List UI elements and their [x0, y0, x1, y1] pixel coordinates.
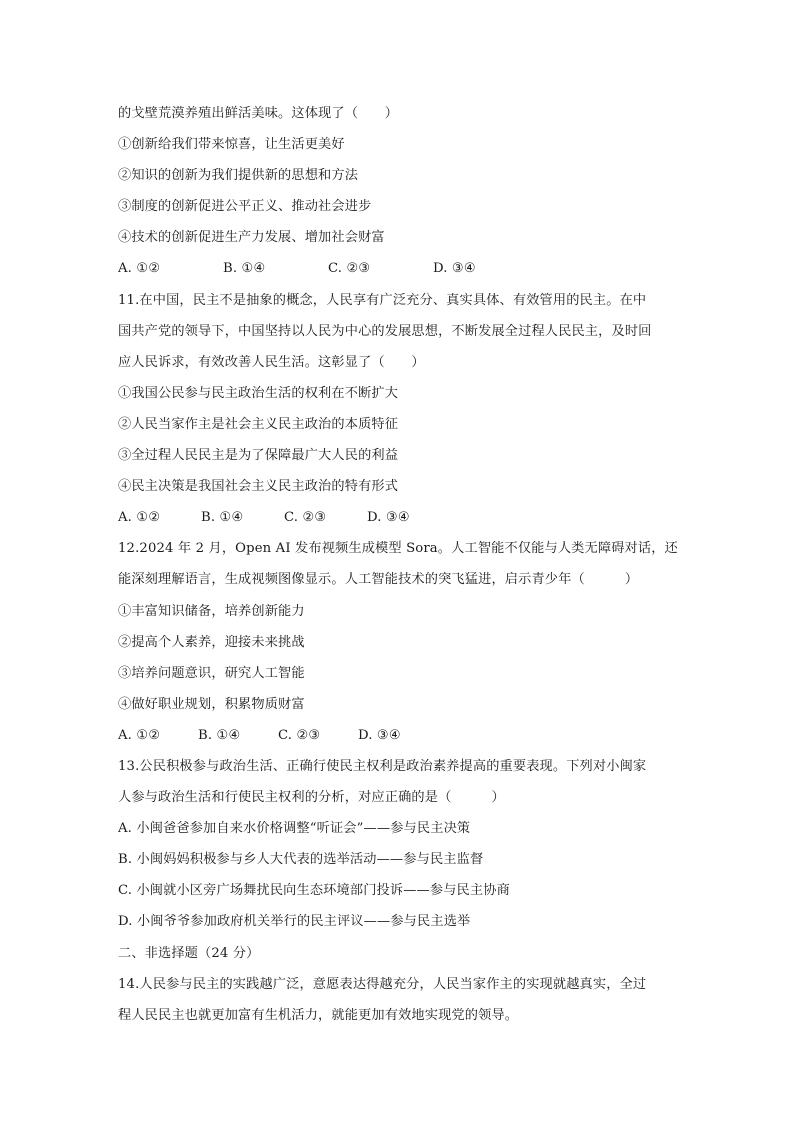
question-12-stem-line-2: 能深刻理解语言，生成视频图像显示。人工智能技术的突飞猛进，启示青少年（ ）: [118, 572, 639, 588]
question-12-option-1: ①丰富知识储备，培养创新能力: [118, 603, 305, 619]
question-11: [118, 285, 688, 534]
exam-page: [118, 98, 688, 1031]
question-10-choice-b: B. ①④: [223, 261, 266, 277]
question-12-choices: [118, 720, 688, 751]
question-10-choice-c: C. ②③: [328, 261, 371, 277]
question-12-choice-d: D. ③④: [358, 727, 401, 743]
question-10: [118, 98, 688, 285]
question-12-option-4: ④做好职业规划，积累物质财富: [118, 696, 305, 712]
question-11-option-2: ②人民当家作主是社会主义民主政治的本质特征: [118, 416, 399, 432]
question-11-choice-b: B. ①④: [201, 510, 244, 526]
question-10-option-2: ②知识的创新为我们提供新的思想和方法: [118, 168, 359, 184]
question-14: [118, 969, 688, 1031]
question-12-choice-b: B. ①④: [198, 727, 241, 743]
question-14-stem-line-2: 程人民民主也就更加富有生机活力，就能更加有效地实现党的领导。: [118, 1007, 519, 1023]
question-11-choice-d: D. ③④: [367, 510, 410, 526]
question-11-stem-line-3: 应人民诉求，有效改善人民生活。这彰显了（ ）: [118, 354, 425, 370]
question-11-stem-line-2: 国共产党的领导下，中国坚持以人民为中心的发展思想，不断发展全过程人民民主，及时回: [118, 323, 652, 339]
question-10-stem-tail: 的戈壁荒漠养殖出鲜活美味。这体现了（ ）: [118, 106, 399, 121]
question-12: [118, 533, 688, 751]
question-13-option-b: B. 小闽妈妈积极参与乡人大代表的选举活动——参与民主监督: [118, 852, 484, 868]
question-10-choice-a: A. ①②: [118, 261, 161, 277]
question-13-stem-line-2: 人参与政治生活和行使民主权利的分析，对应正确的是（ ）: [118, 790, 505, 806]
question-11-stem-line-1: 11.在中国，民主不是抽象的概念，人民享有广泛充分、真实具体、有效管用的民主。在中: [118, 292, 647, 308]
question-10-choices: [118, 253, 688, 284]
question-12-choice-a: A. ①②: [118, 727, 161, 743]
question-13-option-a: A. 小闽爸爸参加自来水价格调整“听证会”——参与民主决策: [118, 821, 471, 837]
question-11-option-4: ④民主决策是我国社会主义民主政治的特有形式: [118, 479, 399, 495]
question-10-option-4: ④技术的创新促进生产力发展、增加社会财富: [118, 230, 385, 246]
question-12-stem-line-1: 12.2024 年 2 月，Open AI 发布视频生成模型 Sora。人工智能不仅能与人类无障碍对话，还: [118, 541, 678, 557]
question-11-choice-c: C. ②③: [284, 510, 327, 526]
question-11-choices: [118, 502, 688, 533]
question-10-option-3: ③制度的创新促进公平正义、推动社会进步: [118, 199, 372, 215]
question-11-option-3: ③全过程人民民主是为了保障最广大人民的利益: [118, 448, 399, 464]
question-11-option-1: ①我国公民参与民主政治生活的权利在不断扩大: [118, 385, 399, 401]
question-10-option-1: ①创新给我们带来惊喜，让生活更美好: [118, 137, 345, 153]
question-13-option-d: D. 小闽爷爷参加政府机关举行的民主评议——参与民主选举: [118, 914, 471, 930]
question-11-choice-a: A. ①②: [118, 510, 161, 526]
question-13: [118, 751, 688, 938]
question-12-choice-c: C. ②③: [278, 727, 321, 743]
question-14-stem-line-1: 14.人民参与民主的实践越广泛，意愿表达得越充分，人民当家作主的实现就越真实，全过: [118, 976, 647, 992]
question-12-option-2: ②提高个人素养，迎接未来挑战: [118, 634, 305, 650]
question-12-option-3: ③培养问题意识，研究人工智能: [118, 665, 305, 681]
question-13-option-c: C. 小闽就小区旁广场舞扰民向生态环境部门投诉——参与民主协商: [118, 883, 510, 899]
section-2-heading: 二、非选择题（24 分）: [118, 945, 260, 961]
question-10-choice-d: D. ③④: [433, 261, 476, 277]
question-13-stem-line-1: 13.公民积极参与政治生活、正确行使民主权利是政治素养提高的重要表现。下列对小闽家: [118, 758, 647, 774]
